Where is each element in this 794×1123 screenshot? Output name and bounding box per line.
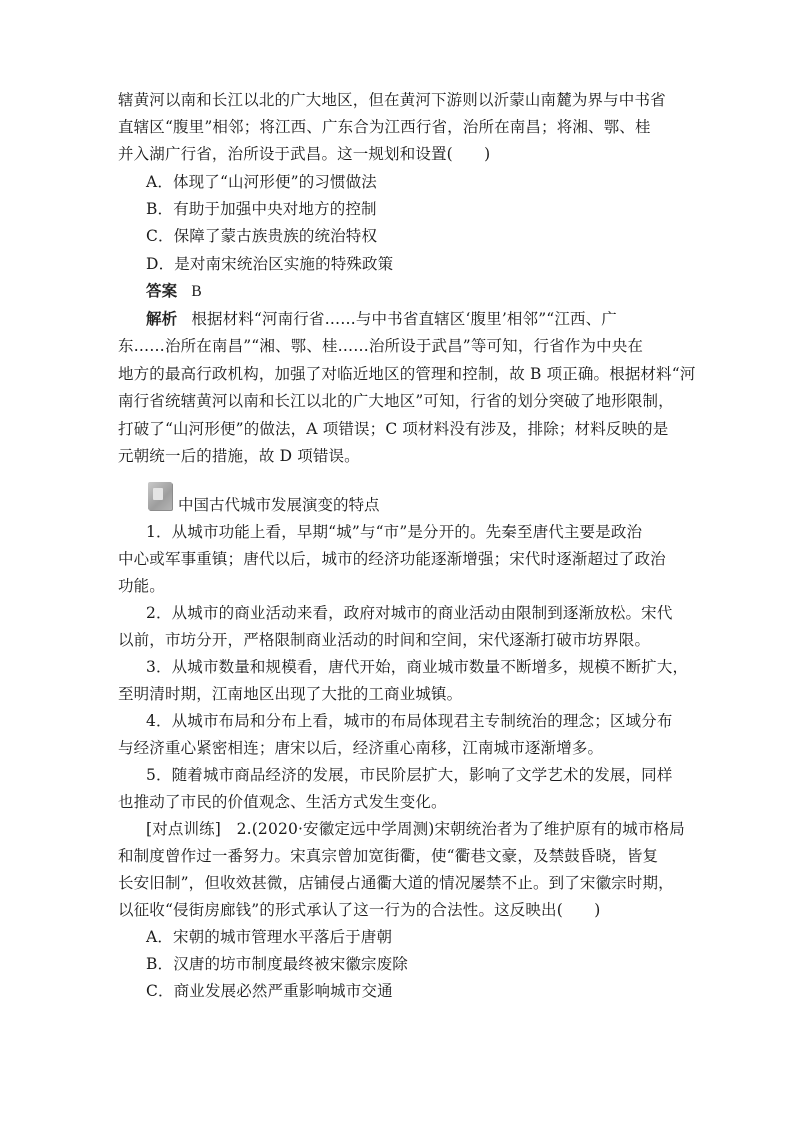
point-2-line-1: 2．从城市的商业活动来看，政府对城市的商业活动由限制到逐渐放松。宋代 — [146, 604, 673, 622]
question-1-line-3: 并入湖广行省，治所设于武昌。这一规划和设置( ) — [118, 145, 491, 163]
point-5-line-1: 5．随着城市商品经济的发展，市民阶层扩大，影响了文学艺术的发展，同样 — [146, 766, 673, 784]
question-2-line-1: [对点训练] 2.(2020·安徽定远中学周测)宋朝统治者为了维护原有的城市格局 — [146, 820, 685, 838]
answer-value: B — [191, 283, 202, 300]
q2-option-c: C．商业发展必然严重影响城市交通 — [146, 982, 393, 1000]
point-3-line-2: 至明清时期，江南地区出现了大批的工商业城镇。 — [118, 685, 463, 703]
analysis-line-6: 元朝统一后的措施，故 D 项错误。 — [118, 447, 360, 465]
point-3-line-1: 3．从城市数量和规模看，唐代开始，商业城市数量不断增多，规模不断扩大， — [146, 658, 689, 676]
point-1-line-3: 功能。 — [118, 577, 165, 595]
option-a: A．体现了“山河形便”的习惯做法 — [146, 173, 377, 191]
q2-option-a: A．宋朝的城市管理水平落后于唐朝 — [146, 928, 393, 946]
option-b: B．有助于加强中央对地方的控制 — [146, 200, 377, 218]
option-c: C．保障了蒙古族贵族的统治特权 — [146, 227, 378, 245]
analysis-line-1 — [146, 309, 617, 329]
option-d: D．是对南宋统治区实施的特殊政策 — [146, 255, 394, 273]
analysis-line-5: 打破了“山河形便”的做法，A 项错误；C 项材料没有涉及，排除；材料反映的是 — [118, 420, 669, 438]
analysis-line-4: 南行省统辖黄河以南和长江以北的广大地区”可知，行省的划分突破了地形限制， — [118, 392, 674, 410]
question-2-line-4: 以征收“侵街房廊钱”的形式承认了这一行为的合法性。这反映出( ) — [118, 901, 601, 919]
analysis-text-1: 根据材料“河南行省……与中书省直辖区‘腹里’相邻”“江西、广 — [191, 310, 617, 328]
point-4-line-2: 与经济重心紧密相连；唐宋以后，经济重心南移，江南城市逐渐增多。 — [118, 739, 604, 757]
analysis-line-3: 地方的最高行政机构，加强了对临近地区的管理和控制，故 B 项正确。根据材料“河 — [118, 365, 696, 383]
point-4-line-1: 4．从城市布局和分布上看，城市的布局体现君主专制统治的理念；区域分布 — [146, 712, 673, 730]
question-1-line-2: 直辖区“腹里”相邻；将江西、广东合为江西行省，治所在南昌；将湘、鄂、桂 — [118, 118, 651, 136]
analysis-label: 解析 — [146, 309, 178, 328]
point-5-line-2: 也推动了市民的价值观念、生活方式发生变化。 — [118, 793, 447, 811]
answer-line — [146, 281, 202, 302]
point-2-line-2: 以前，市坊分开，严格限制商业活动的时间和空间，宋代逐渐打破市坊界限。 — [118, 631, 651, 649]
point-1-line-1: 1．从城市功能上看，早期“城”与“市”是分开的。先秦至唐代主要是政治 — [146, 523, 643, 541]
point-1-line-2: 中心或军事重镇；唐代以后，城市的经济功能逐渐增强；宋代时逐渐超过了政治 — [118, 550, 666, 568]
q2-option-b: B．汉唐的坊市制度最终被宋徽宗废除 — [146, 955, 408, 973]
section-title: 中国古代城市发展演变的特点 — [178, 496, 380, 514]
question-2-line-3: 长安旧制”，但收效甚微，店铺侵占通衢大道的情况屡禁不止。到了宋徽宗时期， — [118, 874, 674, 892]
question-2-line-2: 和制度曾作过一番努力。宋真宗曾加宽街衢，使“衢巷文豪，及禁鼓昏晓，皆复 — [118, 847, 659, 865]
question-1-line-1: 辖黄河以南和长江以北的广大地区，但在黄河下游则以沂蒙山南麓为界与中书省 — [118, 91, 666, 109]
answer-label: 答案 — [146, 281, 178, 300]
note-icon — [148, 482, 172, 510]
analysis-line-2: 东……治所在南昌”“湘、鄂、桂……治所设于武昌”等可知，行省作为中央在 — [118, 337, 644, 355]
